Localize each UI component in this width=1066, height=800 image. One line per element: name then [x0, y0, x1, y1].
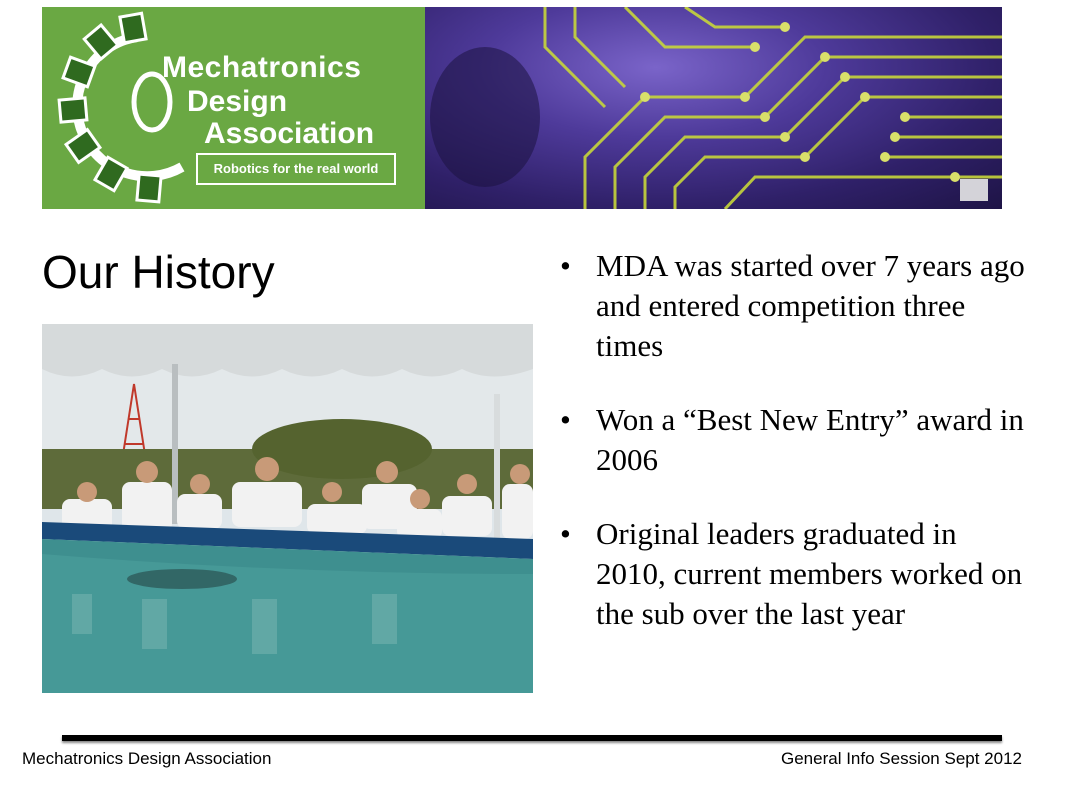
history-bullet-list — [560, 246, 1030, 668]
logo-tagline: Robotics for the real world — [196, 153, 396, 185]
bullet-item: • MDA was started over 7 years ago and entered competition three times — [560, 246, 1030, 366]
bullet-item: • Original leaders graduated in 2010, current members worked on the sub over the last year — [560, 514, 1030, 634]
logo-line-1: Mechatronics — [162, 51, 362, 84]
bullet-item: • Won a “Best New Entry” award in 2006 — [560, 400, 1030, 480]
header-banner — [42, 7, 1002, 209]
logo-line-2: Design — [187, 85, 288, 118]
circuit-board-image — [425, 7, 1002, 209]
mda-logo — [42, 7, 425, 209]
footer-event-label: General Info Session Sept 2012 — [781, 749, 1022, 768]
footer-divider — [62, 735, 1002, 741]
footer-org-name: Mechatronics Design Association — [22, 749, 272, 768]
team-photo — [42, 324, 533, 693]
page-title: Our History — [42, 246, 275, 298]
logo-line-3: Association — [204, 117, 375, 150]
